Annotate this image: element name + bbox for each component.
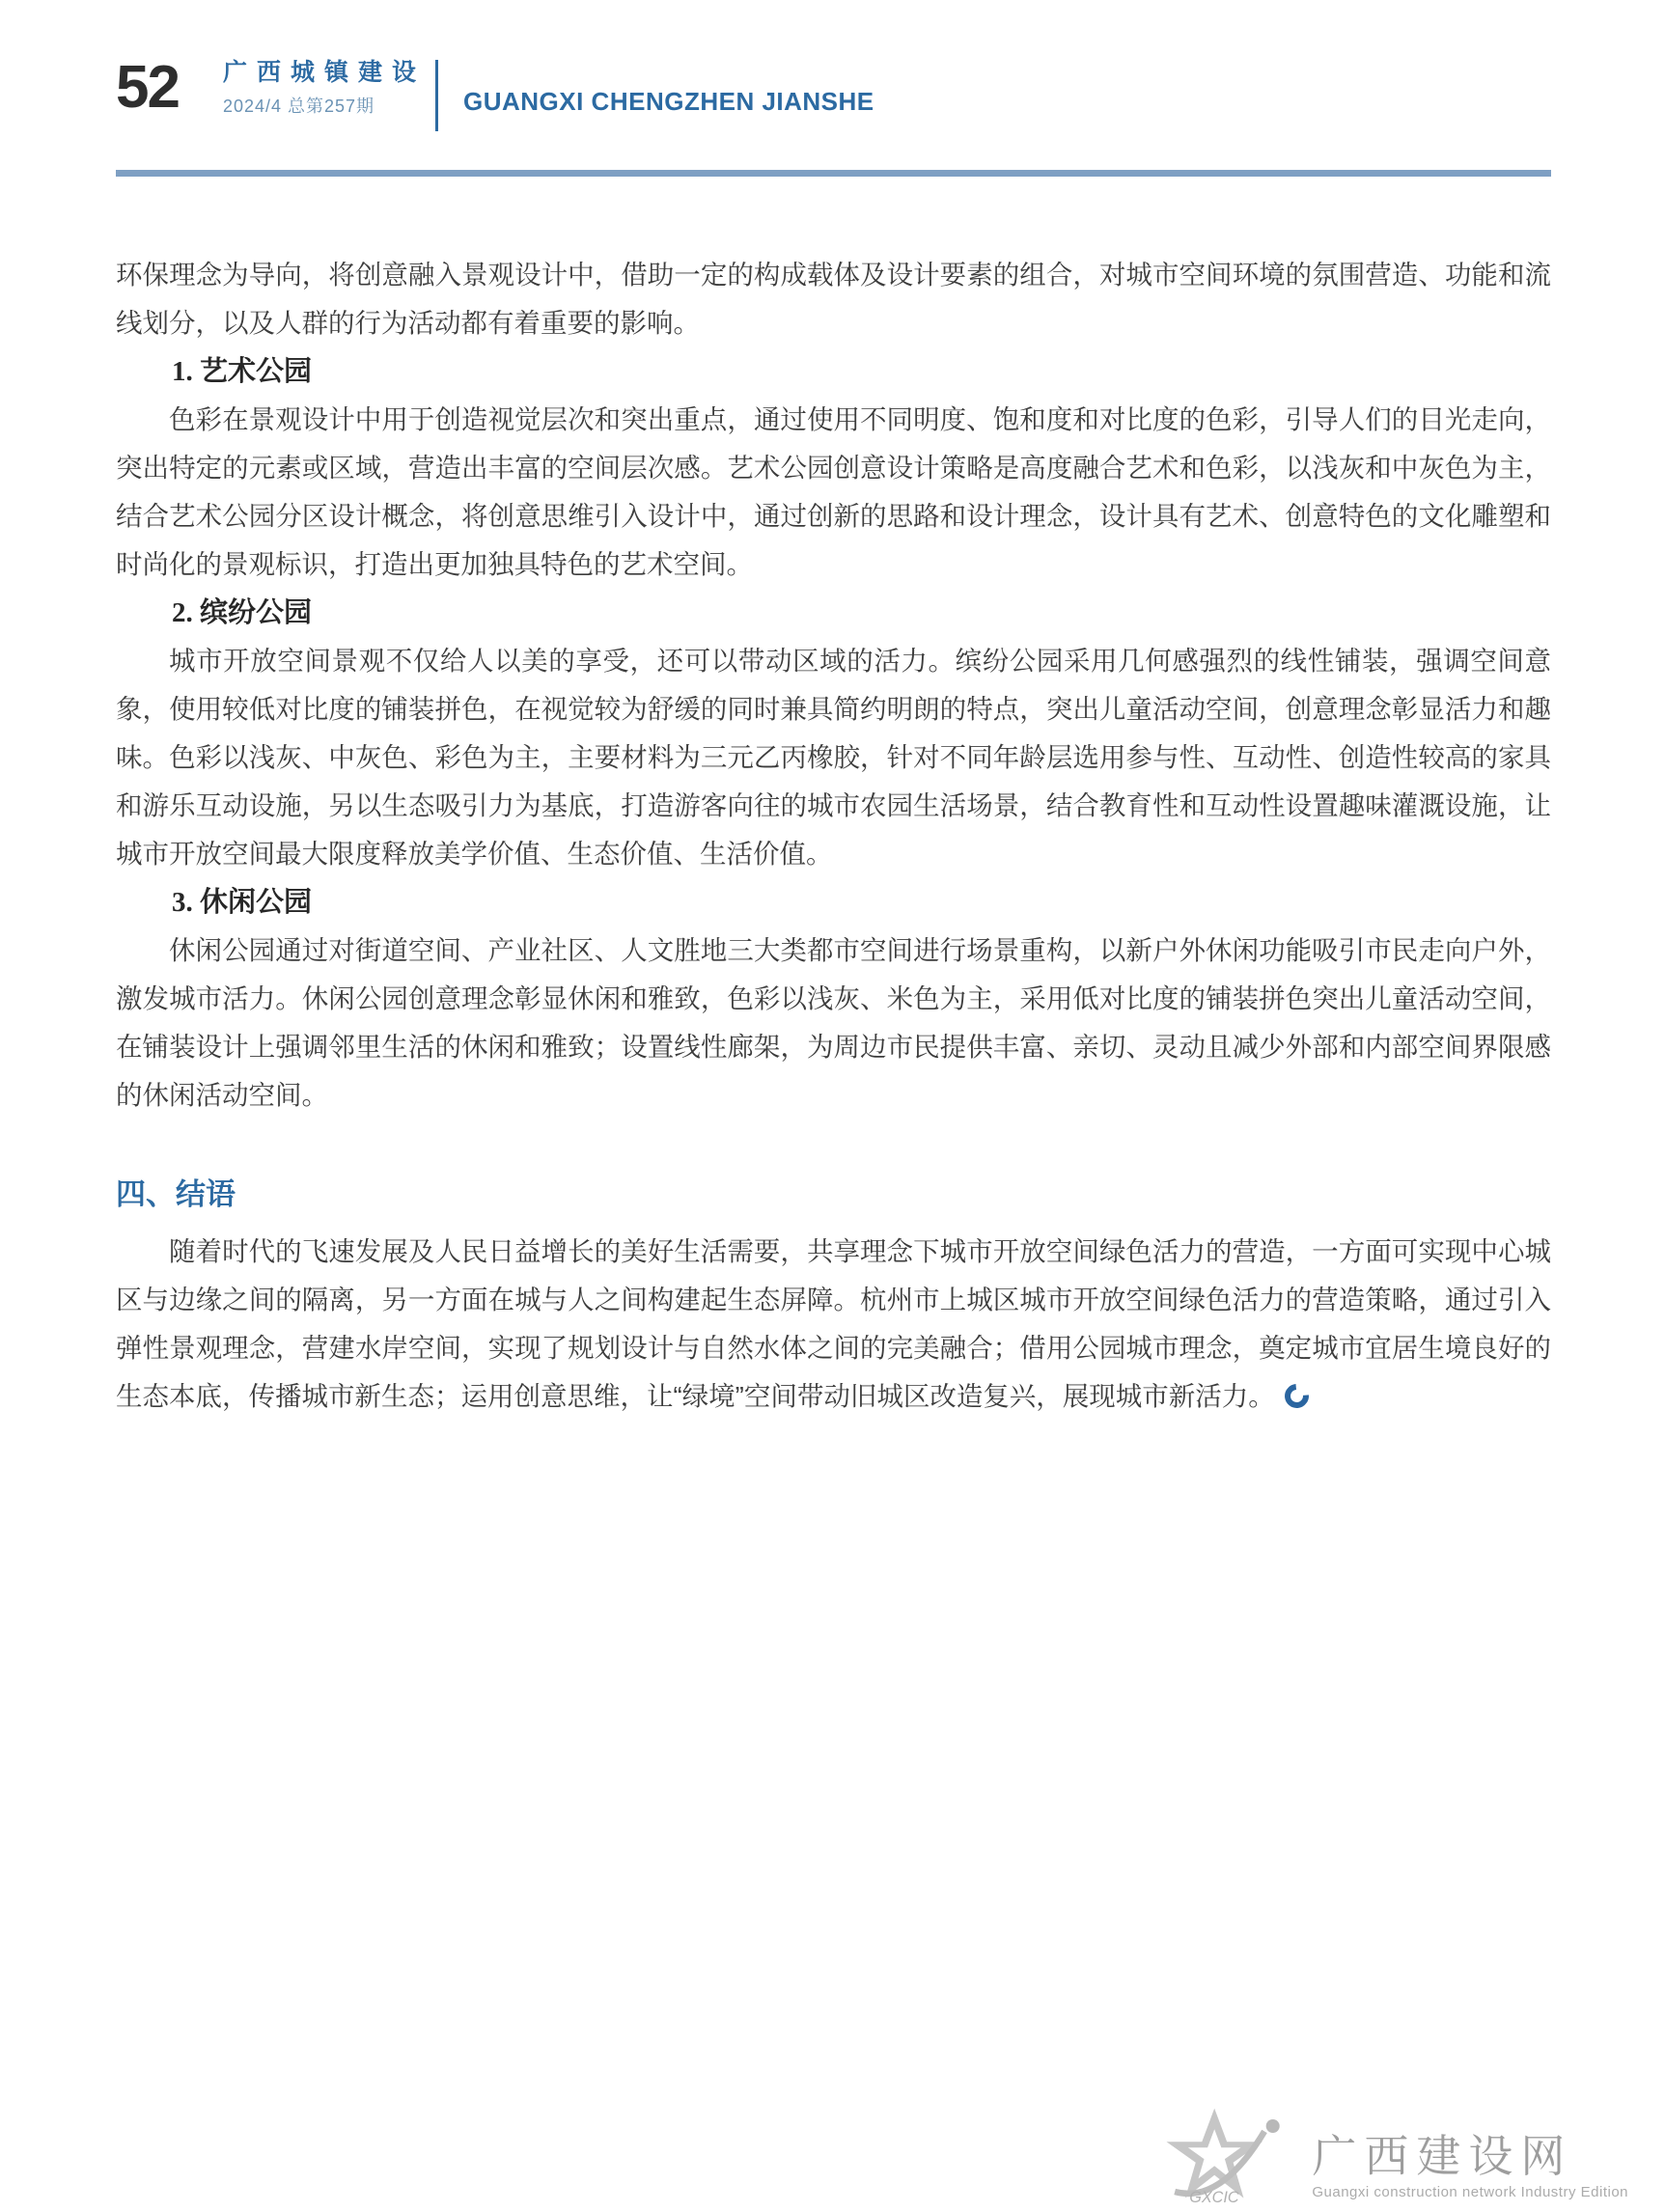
conclusion-paragraph (116, 1228, 1551, 1421)
intro-paragraph: 环保理念为导向，将创意融入景观设计中，借助一定的构成载体及设计要素的组合，对城市空间环境的氛围营造、功能和流线划分，以及人群的行为活动都有着重要的影响。 (116, 260, 1551, 338)
article-end-icon (1280, 1379, 1314, 1413)
section-heading-art-park: 1. 艺术公园 (172, 356, 313, 387)
page-number: 52 (116, 54, 179, 121)
journal-title-en: GUANGXI CHENGZHEN JIANSHE (462, 87, 874, 116)
star-logo-icon (1148, 2100, 1302, 2204)
logo-site-name-cn: 广西建设网 (1312, 2132, 1573, 2182)
section-body-colorful-park: 城市开放空间景观不仅给人以美的享受，还可以带动区域的活力。缤纷公园采用几何感强烈的线性铺装，强调空间意象，使用较低对比度的铺装拼色，在视觉较为舒缓的同时兼具简约明朗的特点，突出儿童活动空间，创意理念彰显活力和趣味。色彩以浅灰、中灰色、彩色为主，主要材料为三元乙丙橡胶，针对不同年龄层选用参与性、互动性、创造性较高的家具和游乐互动设施，另以生态吸引力为基底，打造游客向往的城市农园生活场景，结合教育性和互动性设置趣味灌溉设施，让城市开放空间最大限度释放美学价值、生态价值、生活价值。 (116, 646, 1551, 869)
conclusion-text: 随着时代的飞速发展及人民日益增长的美好生活需要，共享理念下城市开放空间绿色活力的营造，一方面可实现中心城区与边缘之间的隔离，另一方面在城与人之间构建起生态屏障。杭州市上城区城市开放空间绿色活力的营造策略，通过引入弹性景观理念，营建水岸空间，实现了规划设计与自然水体之间的完美融合；借用公园城市理念，奠定城市宜居生境良好的生态本底，传播城市新生态；运用创意思维，让“绿境”空间带动旧城区改造复兴，展现城市新活力。 (116, 1236, 1551, 1411)
journal-title-block (223, 58, 426, 118)
logo-text-block (1312, 2133, 1628, 2204)
section-heading-leisure-park: 3. 休闲公园 (172, 887, 313, 918)
section-body-leisure-park: 休闲公园通过对街道空间、产业社区、人文胜地三大类都市空间进行场景重构，以新户外休闲功能吸引市民走向户外，激发城市活力。休闲公园创意理念彰显休闲和雅致，色彩以浅灰、米色为主，采用低对比度的铺装拼色突出儿童活动空间，在铺装设计上强调邻里生活的休闲和雅致；设置线性廊架，为周边市民提供丰富、亲切、灵动且减少外部和内部空间界限感的休闲活动空间。 (116, 935, 1551, 1110)
article-content (116, 251, 1551, 1421)
logo-site-name-en: Guangxi construction network Industry Edition (1312, 2184, 1628, 2200)
header-divider (435, 60, 438, 131)
journal-issue: 2024/4 总第257期 (222, 97, 375, 116)
logo-badge-text: GXCIC (1189, 2188, 1239, 2204)
journal-title-cn: 广西城镇建设 (222, 59, 426, 86)
header-rule (116, 170, 1551, 177)
footer-watermark (1148, 2100, 1628, 2204)
page-header (116, 54, 874, 131)
conclusion-heading: 四、结语 (116, 1177, 236, 1211)
section-heading-colorful-park: 2. 缤纷公园 (172, 597, 313, 628)
section-body-art-park: 色彩在景观设计中用于创造视觉层次和突出重点，通过使用不同明度、饱和度和对比度的色彩，引导人们的目光走向，突出特定的元素或区域，营造出丰富的空间层次感。艺术公园创意设计策略是高度融合艺术和色彩，以浅灰和中灰色为主，结合艺术公园分区设计概念，将创意思维引入设计中，通过创新的思路和设计理念，设计具有艺术、创意特色的文化雕塑和时尚化的景观标识，打造出更加独具特色的艺术空间。 (116, 404, 1551, 579)
